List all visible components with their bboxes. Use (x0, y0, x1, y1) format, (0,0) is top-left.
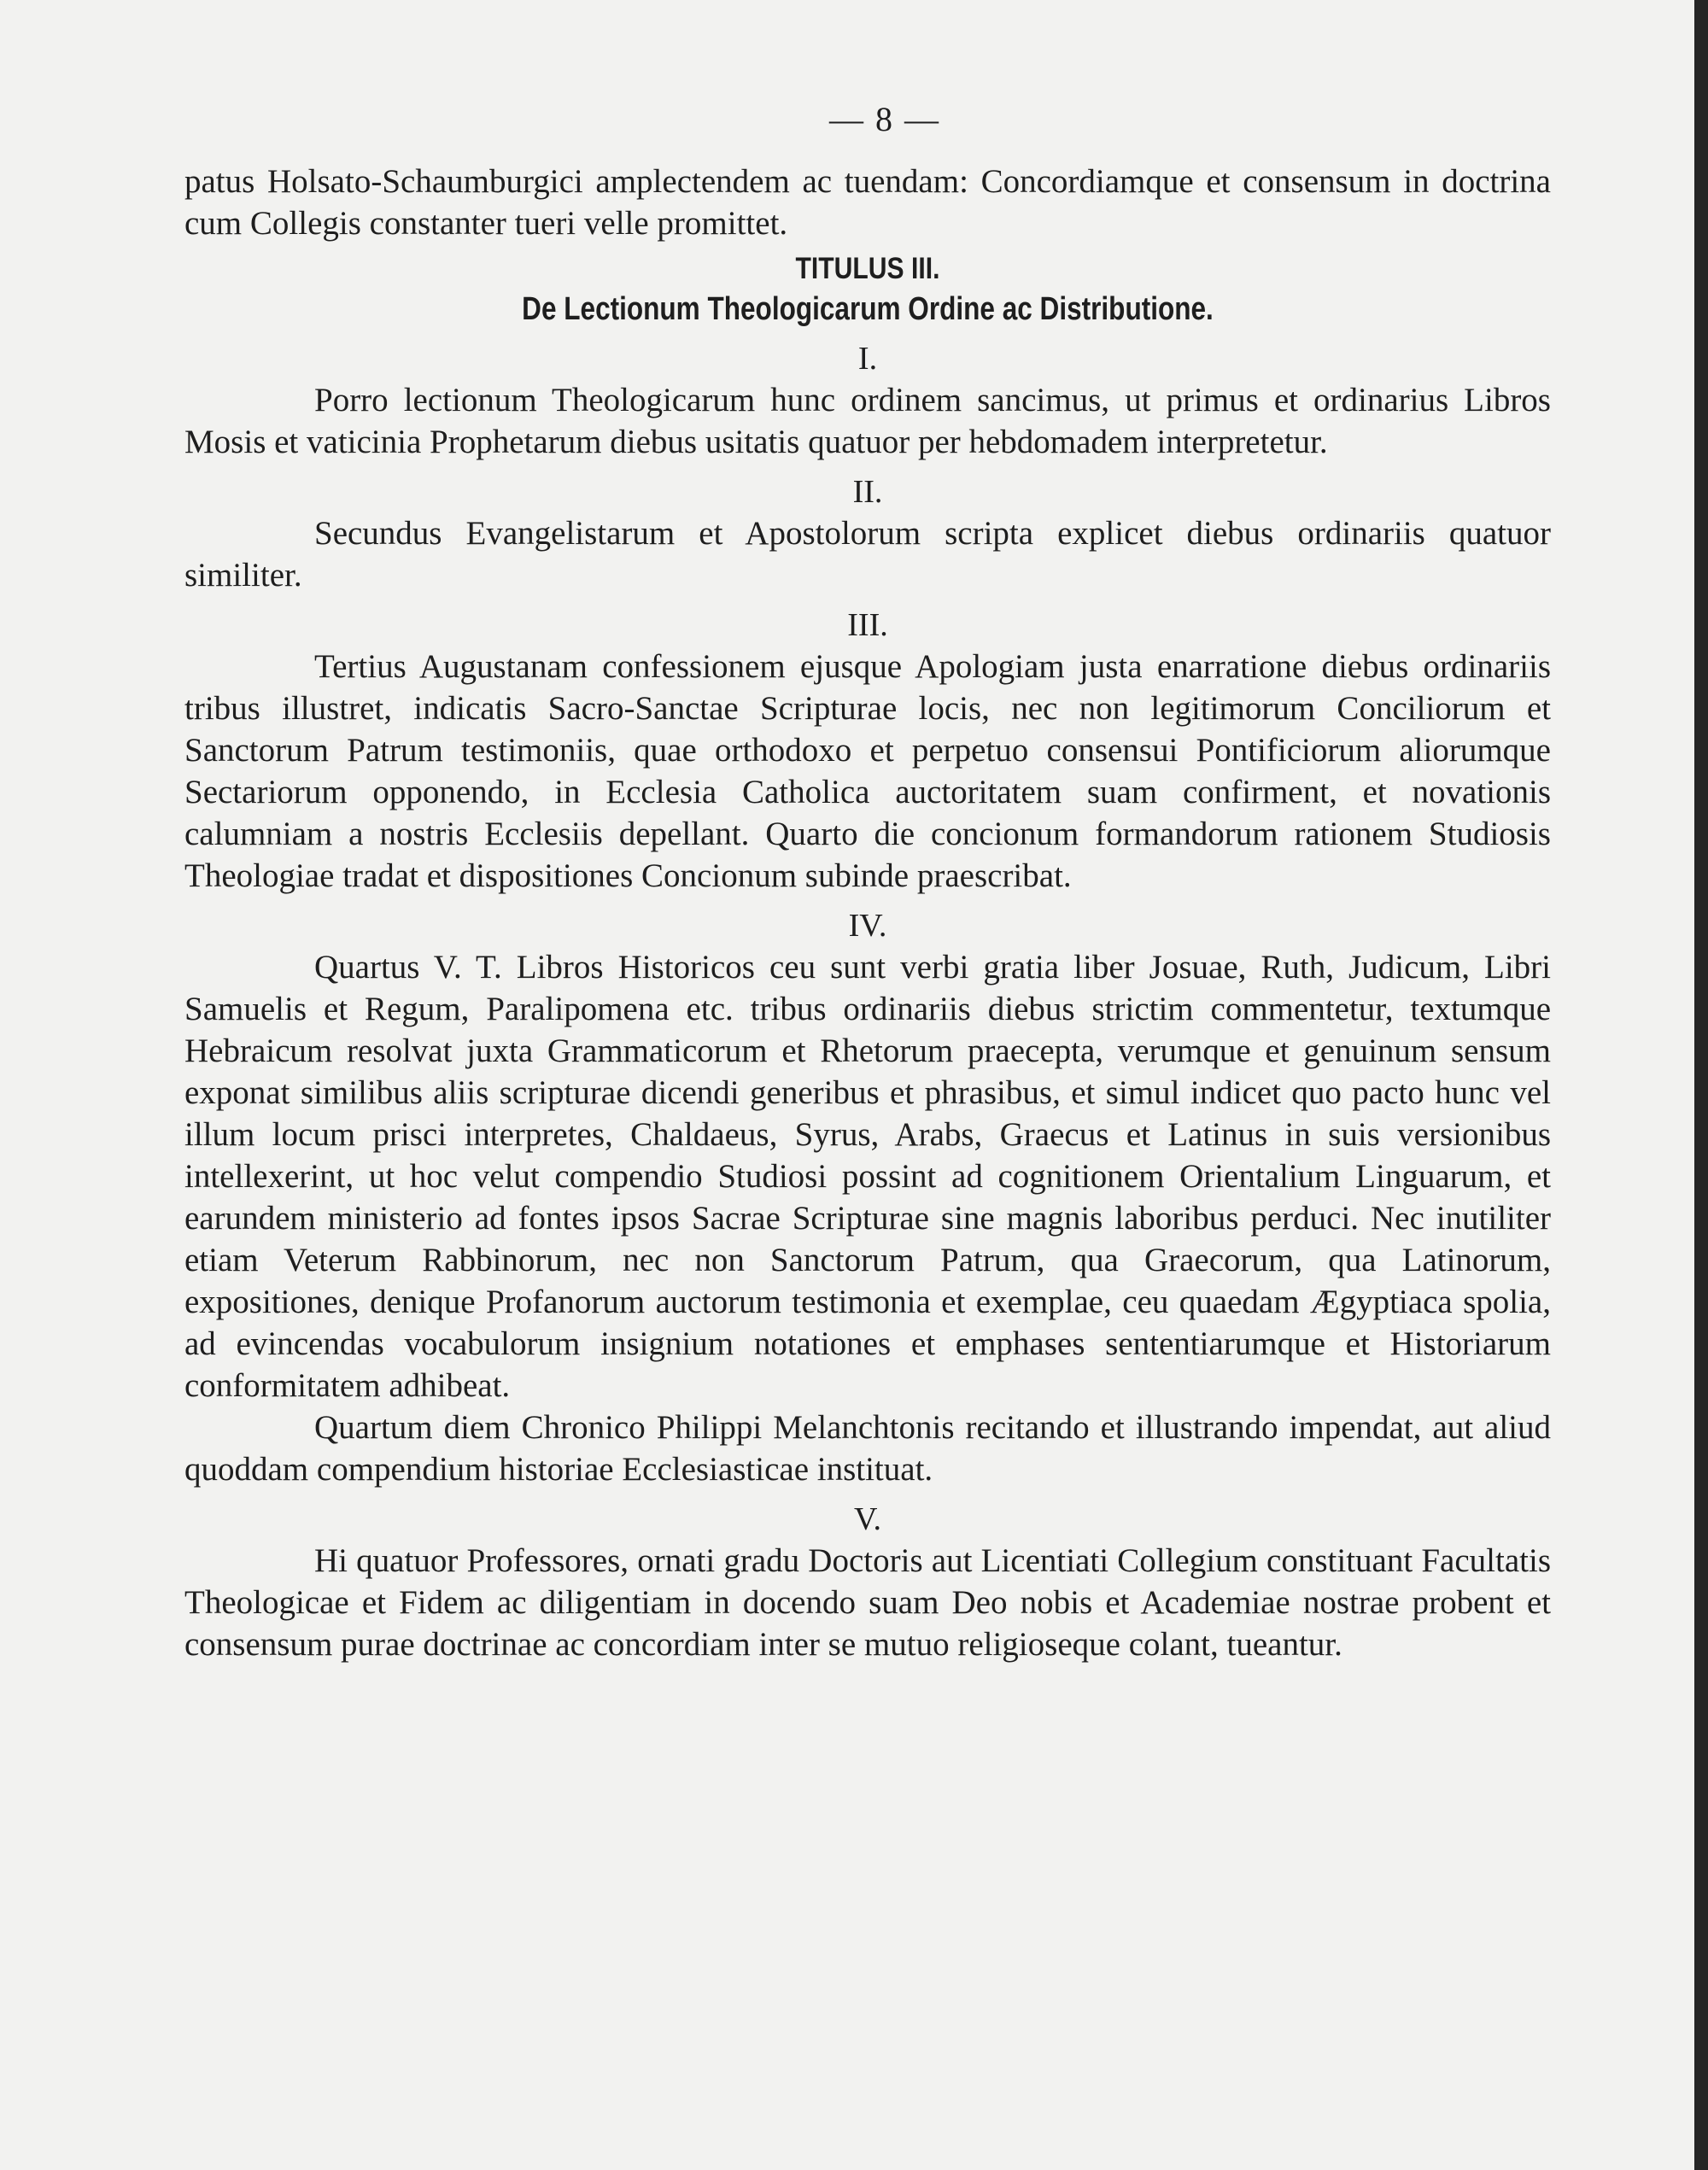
page-number: — 8 — (829, 100, 940, 138)
section-numeral-2: II. (852, 474, 883, 510)
section-numeral-3: III. (847, 607, 888, 643)
titulus-heading: De Lectionum Theologicarum Ordine ac Distributione. (522, 291, 1214, 327)
section-5-paragraph: Hi quatuor Professores, ornati gradu Doctoris aut Licentiati Collegium constituant Facultatis Theologicae et Fidem ac diligentiam in docendo suam Deo nobis et Academiae nostrae probent et consensum purae doctrinae ac concordiam inter se mutuo religioseque colant, tueantur. (184, 1542, 1551, 1663)
section-numeral-5: V. (853, 1501, 882, 1537)
text-block (184, 98, 1551, 1665)
intro-paragraph: patus Holsato-Schaumburgici amplectendem ac tuendam: Concordiamque et consensum in doctrina cum Collegis constanter tueri velle promittet. (184, 163, 1551, 242)
section-4-paragraph-1: Quartus V. T. Libros Historicos ceu sunt verbi gratia liber Josuae, Ruth, Judicum, Libri Samuelis et Regum, Paralipomena etc. tribus ordinariis diebus strictim commentetur, textumque Hebraicum resolvat juxta Grammaticorum et Rhetorum praecepta, verumque et genuinum sensum exponat similibus aliis scripturae dicendi generibus et phrasibus, et simul indicet quo pacto hunc vel illum locum prisci interpretes, Chaldaeus, Syrus, Arabs, Graecus et Latinus in suis versionibus intellexerint, ut hoc velut compendio Studiosi possint ad cognitionem Orientalium Linguarum, et earundem ministerio ad fontes ipsos Sacrae Scripturae sine magnis laboribus perduci. Nec inutiliter etiam Veterum Rabbinorum, nec non Sanctorum Patrum, qua Graecorum, qua Latinorum, expositiones, denique Profanorum auctorum testimonia et exemplae, ceu quaedam Ægyptiaca spolia, ad evincendas vocabulorum insignium notationes et emphases sententiarumque et Historiarum conformitatem adhibeat. (184, 949, 1551, 1404)
section-2-paragraph: Secundus Evangelistarum et Apostolorum scripta explicet diebus ordinariis quatuor similiter. (184, 515, 1551, 594)
section-numeral-1: I. (857, 341, 878, 377)
section-numeral-4: IV. (848, 908, 887, 944)
titulus-label: TITULUS III. (795, 252, 940, 285)
section-4-paragraph-2: Quartum diem Chronico Philippi Melanchtonis recitando et illustrando impendat, aut aliud quoddam compendium historiae Ecclesiasticae instituat. (184, 1409, 1551, 1488)
section-1-paragraph: Porro lectionum Theologicarum hunc ordinem sancimus, ut primus et ordinarius Libros Mosis et vaticinia Prophetarum diebus usitatis quatuor per hebdomadem interpretetur. (184, 382, 1551, 460)
section-3-paragraph: Tertius Augustanam confessionem ejusque Apologiam justa enarratione diebus ordinariis tribus illustret, indicatis Sacro-Sanctae Scripturae locis, nec non legitimorum Conciliorum et Sanctorum Patrum testimoniis, quae orthodoxo et perpetuo consensui Pontificiorum aliorumque Sectariorum opponendo, in Ecclesia Catholica auctoritatem suam confirment, et novationis calumniam a nostris Ecclesiis depellant. Quarto die concionum formandorum rationem Studiosis Theologiae tradat et dispositiones Concionum subinde praescribat. (184, 648, 1551, 894)
scan-edge-strip (1694, 0, 1708, 2170)
